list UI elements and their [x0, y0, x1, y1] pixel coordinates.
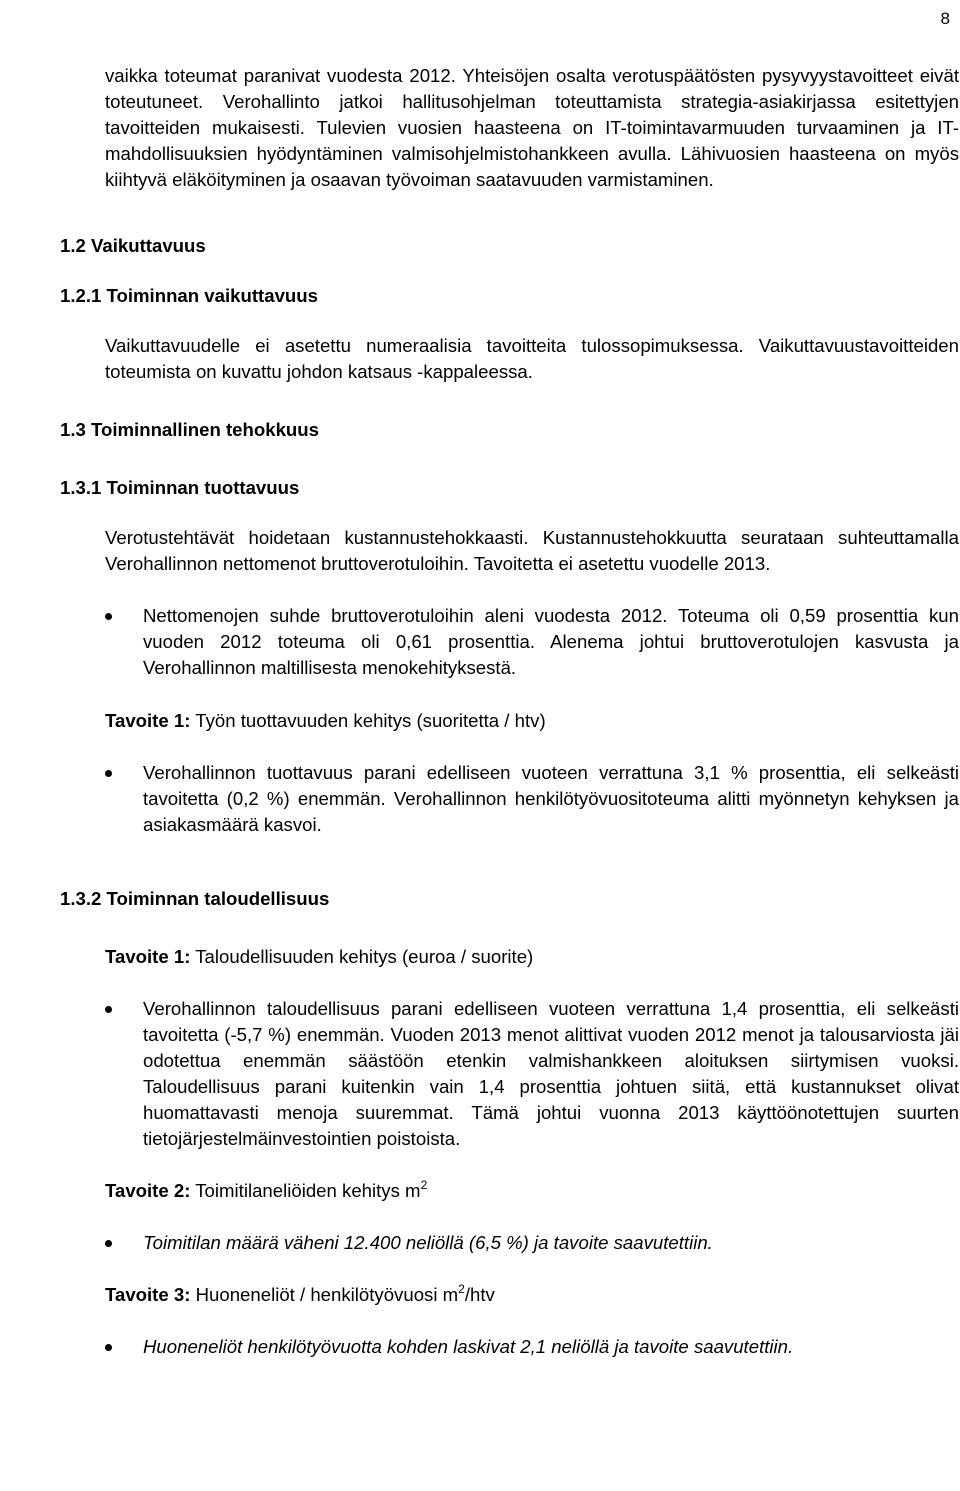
goal-text: Toimitilaneliöiden kehitys m [195, 1180, 421, 1201]
list-item [105, 760, 959, 838]
heading-1-3-1: 1.3.1 Toiminnan tuottavuus [60, 477, 300, 498]
goal-1 [105, 708, 959, 734]
list-item-text: Verohallinnon taloudellisuus parani edelliseen vuoteen verrattuna 1,4 prosenttia, eli selkeästi tavoitetta (-5,7 %) enemmän. Vuoden 2013 menot alittivat vuoden 2012 menot ja talousarviosta jäi odotettua enemmän säästöön etenkin valmishankkeen aloituksen siirtymisen vuoksi. Taloudellisuus parani kuitenkin vain 1,4 prosenttia johtuen siitä, että kustannukset olivat huomattavasti menoja suuremmat. Tämä johtui vuonna 2013 käyttöönotettujen suurten tietojärjestelmäinvestointien poistoista. [143, 998, 959, 1149]
list-item-text: Huoneneliöt henkilötyövuotta kohden laskivat 2,1 neliöllä ja tavoite saavutettiin. [143, 1336, 794, 1357]
bullet-icon [105, 1240, 112, 1247]
heading-1-2-1: 1.2.1 Toiminnan vaikuttavuus [60, 285, 318, 306]
list-item-text: Nettomenojen suhde bruttoverotuloihin aleni vuodesta 2012. Toteuma oli 0,59 prosenttia kun vuoden 2012 toteuma oli 0,61 prosenttia. Alenema johtui bruttoverotulojen kasvusta ja Verohallinnon maltillisesta menokehityksestä. [143, 605, 959, 678]
bullet-list-3 [105, 996, 959, 1152]
heading-1-3: 1.3 Toiminnallinen tehokkuus [60, 419, 319, 440]
bullet-icon [105, 613, 112, 620]
intro-paragraph: vaikka toteumat paranivat vuodesta 2012. Yhteisöjen osalta verotuspäätösten pysyvyystavoitteet eivät toteutuneet. Verohallinto jatkoi hallitusohjelman toteuttamista strategia-asiakirjassa esitettyjen tavoitteiden mukaisesti. Tulevien vuosien haasteena on IT-toimintavarmuuden turvaaminen ja IT-mahdollisuuksien hyödyntäminen valmisohjelmistohankkeen avulla. Lähivuosien haasteena on myös kiihtyvä eläköityminen ja osaavan työvoiman saatavuuden varmistaminen. [105, 65, 959, 190]
goal-3 [105, 1178, 959, 1204]
goal-label: Tavoite 1: [105, 710, 191, 731]
page-number: 8 [940, 9, 950, 28]
document-body [60, 63, 959, 1360]
list-item [105, 996, 959, 1152]
goal-text: Taloudellisuuden kehitys (euroa / suorite) [195, 946, 534, 967]
goal-text: Työn tuottavuuden kehitys (suoritetta / htv) [195, 710, 546, 731]
list-item [105, 1334, 959, 1360]
goal-label: Tavoite 3: [105, 1284, 191, 1305]
list-item-text: Verohallinnon tuottavuus parani edelliseen vuoteen verrattuna 3,1 % prosenttia, eli selkeästi tavoitetta (0,2 %) enemmän. Verohallinnon henkilötyövuositoteuma alitti myönnetyn kehyksen ja asiakasmäärä kasvoi. [143, 762, 959, 835]
bullet-list-1 [105, 603, 959, 681]
bullet-icon [105, 770, 112, 777]
goal-label: Tavoite 2: [105, 1180, 191, 1201]
list-item [105, 1230, 959, 1256]
goal-2 [105, 944, 959, 970]
bullet-list-2 [105, 760, 959, 838]
bullet-icon [105, 1344, 112, 1351]
list-item [105, 603, 959, 681]
heading-1-2: 1.2 Vaikuttavuus [60, 235, 206, 256]
bullet-list-5 [105, 1334, 959, 1360]
goal-label: Tavoite 1: [105, 946, 191, 967]
paragraph-1-2-1: Vaikuttavuudelle ei asetettu numeraalisia tavoitteita tulossopimuksessa. Vaikuttavuustavoitteiden toteumista on kuvattu johdon katsaus -kappaleessa. [105, 335, 959, 382]
goal-suffix: /htv [464, 1284, 495, 1305]
goal-superscript: 2 [420, 1177, 428, 1192]
bullet-icon [105, 1006, 112, 1013]
heading-1-3-2: 1.3.2 Toiminnan taloudellisuus [60, 888, 330, 909]
bullet-list-4 [105, 1230, 959, 1256]
list-item-text: Toimitilan määrä väheni 12.400 neliöllä (6,5 %) ja tavoite saavutettiin. [143, 1232, 713, 1253]
goal-superscript: 2 [458, 1281, 465, 1296]
goal-4 [105, 1282, 959, 1308]
goal-text: Huoneneliöt / henkilötyövuosi m [195, 1284, 459, 1305]
paragraph-1-3-1: Verotustehtävät hoidetaan kustannustehokkaasti. Kustannustehokkuutta seurataan suhteuttamalla Verohallinnon nettomenot bruttoverotuloihin. Tavoitetta ei asetettu vuodelle 2013. [105, 527, 959, 574]
